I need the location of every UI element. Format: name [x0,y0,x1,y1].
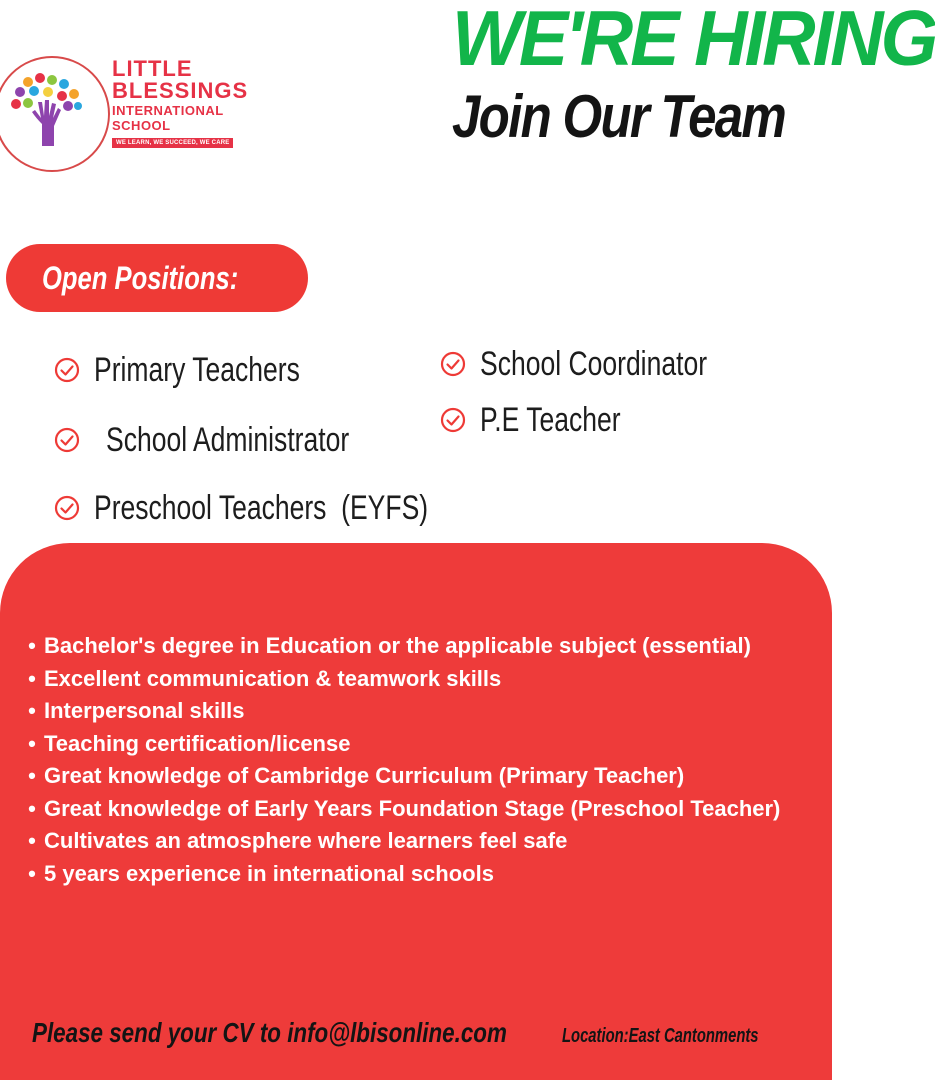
logo-tagline: WE LEARN, WE SUCCEED, WE CARE [112,138,233,148]
check-circle-icon [54,427,80,453]
requirement-item: • Great knowledge of Cambridge Curriculum (Primary Teacher) [28,763,685,788]
requirement-item: • Interpersonal skills [28,698,245,723]
position-label: Preschool Teachers (EYFS) [94,489,429,527]
requirements-list [20,630,832,890]
requirement-text: Cultivates an atmosphere where learners feel safe [44,828,568,853]
position-label: Primary Teachers [94,351,300,389]
send-cv-text: Please send your CV to info@lbisonline.com [32,1017,507,1048]
requirement-text: Interpersonal skills [44,698,245,723]
position-item [54,420,414,460]
logo-line-school: SCHOOL [112,118,171,133]
position-item [440,400,700,440]
requirement-text: Excellent communication & teamwork skills [44,665,502,691]
check-circle-icon [440,407,466,433]
join-team-headline: Join Our Team [452,83,786,150]
open-positions-label: Open Positions: [42,260,239,296]
position-label: School Coordinator [480,345,708,383]
requirement-text: Teaching certification/license [44,730,351,756]
position-item [54,488,474,528]
check-circle-icon [54,357,80,383]
school-name-logo [112,58,277,148]
requirement-item: • 5 years experience in international schools [28,860,494,886]
requirement-text: Great knowledge of Cambridge Curriculum (Primary Teacher) [44,763,685,788]
position-item [54,350,374,390]
logo-line-international: INTERNATIONAL [112,103,224,118]
location-text: Location:East Cantonments [562,1025,759,1047]
hiring-headline: WE'RE HIRING [452,0,935,82]
logo-line-little: LITTLE [112,56,193,81]
requirement-item: • Excellent communication & teamwork skills [28,665,502,691]
check-circle-icon [440,351,466,377]
check-circle-icon [54,495,80,521]
tree-hand-logo-icon [8,72,84,152]
position-label: P.E Teacher [480,401,621,439]
requirement-text: 5 years experience in international schools [44,860,494,886]
requirement-item: • Teaching certification/license [28,730,351,756]
requirement-item: • Great knowledge of Early Years Foundation Stage (Preschool Teacher) [28,795,781,821]
position-item [440,344,780,384]
logo-line-blessings: BLESSINGS [112,78,249,103]
requirement-item: • Cultivates an atmosphere where learners feel safe [28,828,568,853]
open-positions-pill [6,244,308,312]
requirement-text: Bachelor's degree in Education or the applicable subject (essential) [44,633,751,658]
requirement-text: Great knowledge of Early Years Foundation Stage (Preschool Teacher) [44,795,781,821]
position-label: School Administrator [106,421,350,459]
requirement-item: • Bachelor's degree in Education or the applicable subject (essential) [28,633,751,658]
